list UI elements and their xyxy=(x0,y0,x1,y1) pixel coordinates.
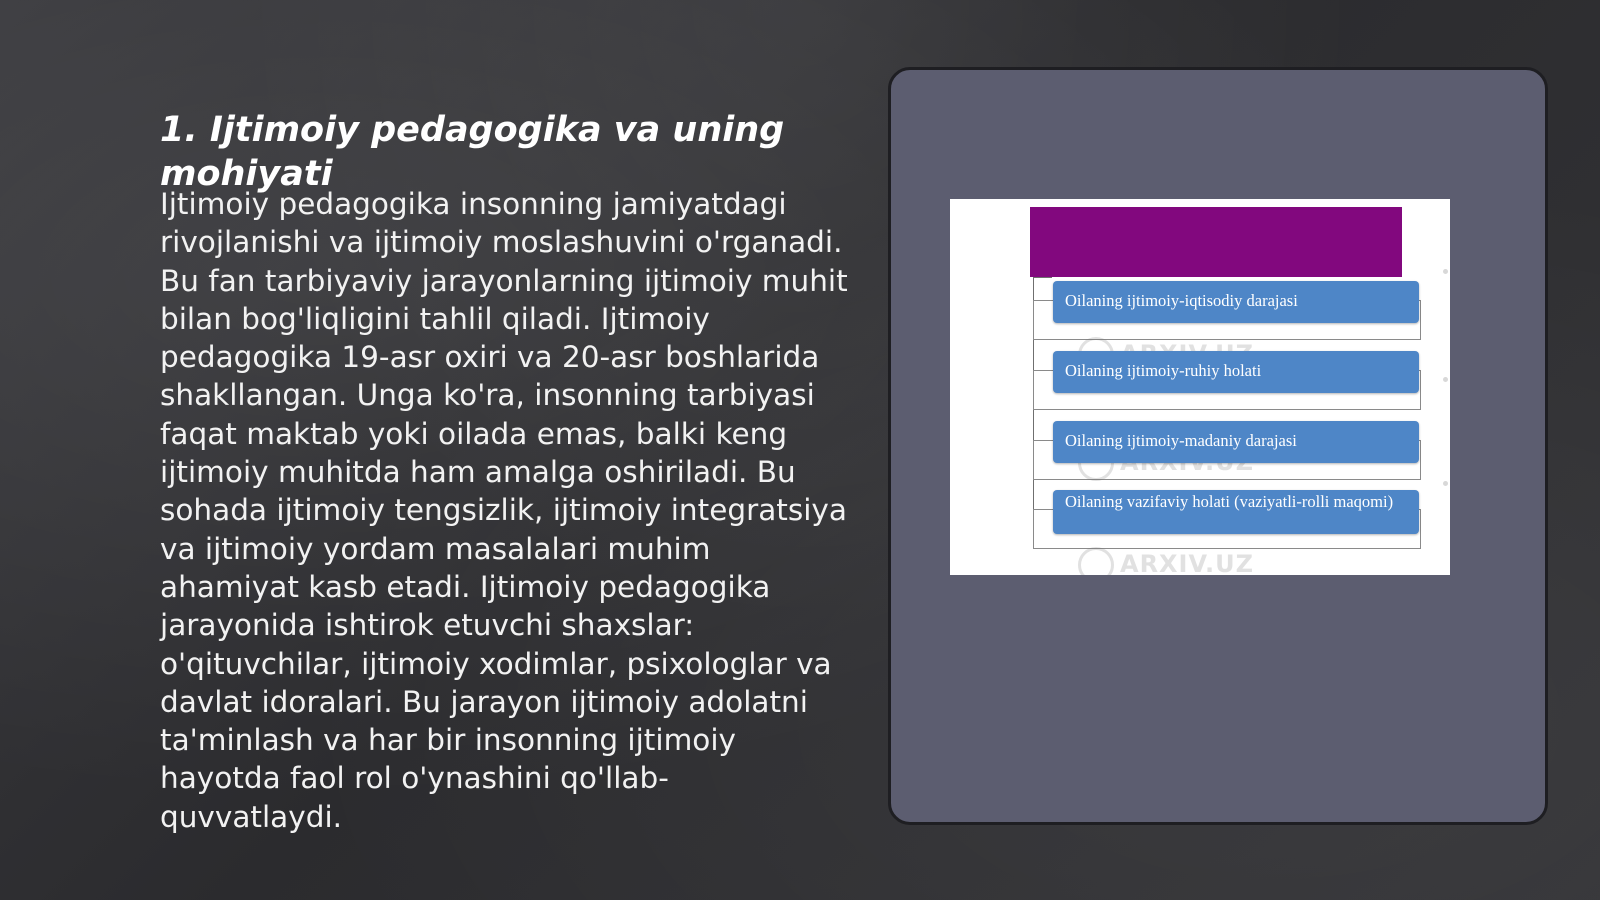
diagram-figure xyxy=(950,199,1450,575)
diagram-item: Oilaning ijtimoiy-ruhiy holati xyxy=(1053,351,1419,393)
decorative-dot xyxy=(1443,377,1448,382)
diagram-item: Oilaning ijtimoiy-iqtisodiy darajasi xyxy=(1053,281,1419,323)
diagram-item: Oilaning ijtimoiy-madaniy darajasi xyxy=(1053,421,1419,463)
diagram-item: Oilaning vazifaviy holati (vaziyatli-rolli maqomi) xyxy=(1053,490,1419,534)
decorative-dot xyxy=(1443,481,1448,486)
slide-title: 1. Ijtimoiy pedagogika va uning mohiyati xyxy=(160,110,785,194)
slide-body-text: Ijtimoiy pedagogika insonning jamiyatdagi rivojlanishi va ijtimoiy moslashuvini o'rganadi. Bu fan tarbiyaviy jarayonlarning ijtimoiy muhit bilan bog'liqligini tahlil qiladi. Ijtimoiy pedagogika 19-asr oxiri va 20-asr boshlarida shakllangan. Unga ko'ra, insonning tarbiyasi faqat maktab yoki oilada emas, balki keng ijtimoiy muhitda ham amalga oshiriladi. Bu sohada ijtimoiy tengsizlik, ijtimoiy integratsiya va ijtimoiy yordam masalalari muhim ahamiyat kasb etadi. Ijtimoiy pedagogika jarayonida ishtirok etuvchi shaxslar: o'qituvchilar, ijtimoiy xodimlar, psixologlar va davlat idoralari. Bu jarayon ijtimoiy adolatni ta'minlash va har bir insonning ijtimoiy hayotda faol rol o'ynashini qo'llab-quvvatlaydi. xyxy=(160,187,848,834)
decorative-dot xyxy=(1443,269,1448,274)
diagram-header xyxy=(1030,207,1402,277)
watermark: ARXIV.UZ xyxy=(1078,547,1254,575)
